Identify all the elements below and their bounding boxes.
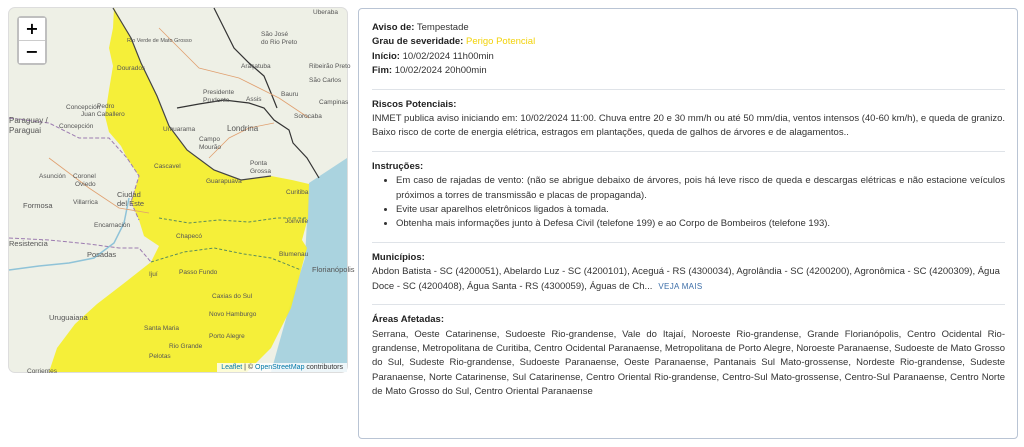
map-label: Prudente	[203, 97, 230, 104]
map-label: Encarnación	[94, 222, 131, 229]
start-label: Início:	[372, 50, 400, 62]
alert-type-label: Aviso de:	[372, 22, 415, 33]
map-label: Ribeirão Preto	[309, 63, 351, 70]
map-label: del Este	[117, 199, 145, 208]
map-label: Rio Verde de Mato Grosso	[127, 38, 192, 44]
attribution-separator: | ©	[242, 364, 256, 371]
start-row	[372, 50, 1005, 64]
map-label: Assis	[246, 96, 262, 103]
end-row	[372, 64, 1005, 78]
instruction-item: • Obtenha mais informações junto à Defesa Civil (telefone 199) e ao Corpo de Bombeiros (telefone 193).	[396, 217, 1005, 231]
map-label: Corrientes	[27, 368, 57, 375]
map-label: do Rio Preto	[261, 39, 298, 46]
risks-text: INMET publica aviso iniciando em: 10/02/2024 11:00. Chuva entre 20 e 30 mm/h ou até 50 mm/dia, ventos intensos (40-60 km/h), e queda de granizo. Baixo risco de corte de energia elétrica, estragos em plantações, queda de galhos de árvores e de alagamentos..	[372, 113, 1005, 139]
map-label: Paraguay /	[9, 116, 48, 125]
map-label: Uberaba	[313, 9, 338, 16]
map-tiles	[9, 8, 355, 375]
map-label: Porto Alegre	[209, 333, 245, 340]
severity-label: Grau de severidade:	[372, 36, 464, 48]
map-attribution	[217, 363, 347, 372]
municipalities-block	[372, 265, 1005, 294]
map-label: Santa Maria	[144, 325, 180, 332]
map-label: Chapecó	[176, 233, 203, 240]
alert-map[interactable]	[9, 8, 355, 375]
alert-type-value: Tempestade	[416, 22, 469, 33]
instruction-item: • Em caso de rajadas de vento: (não se abrigue debaixo de árvores, pois há leve risco de queda e descargas elétricas e não estacione veículos próximos a torres de transmissão e placas de propaganda).	[396, 174, 1005, 203]
map-label: Pelotas	[149, 353, 171, 360]
map-label: São José	[261, 31, 289, 38]
map-label: Londrina	[227, 124, 259, 133]
map-label: Mourão	[199, 144, 222, 151]
attribution-contributors: contributors	[304, 364, 343, 371]
instructions-title: Instruções:	[372, 160, 424, 172]
zoom-in-button[interactable]: +	[19, 18, 45, 41]
map-label: Joinville	[285, 218, 309, 225]
areas-title: Áreas Afetadas:	[372, 314, 444, 326]
map-label: Passo Fundo	[179, 269, 218, 276]
map-label: Araçatuba	[241, 63, 271, 70]
risks-title: Riscos Potenciais:	[372, 98, 457, 110]
divider	[372, 151, 1005, 152]
municipalities-text: Abdon Batista - SC (4200051), Abelardo Luz - SC (4200101), Aceguá - RS (4300034), Agrolândia - SC (4200200), Agronômica - SC (4200309), Água Doce - SC (4200408), Água Santa - RS (4300059), Águas de Ch...	[372, 266, 1000, 292]
see-more-link[interactable]: VEJA MAIS	[658, 281, 703, 291]
osm-link[interactable]: OpenStreetMap	[255, 364, 305, 371]
map-label: Caxias do Sul	[212, 293, 253, 300]
map-label: Campo	[199, 136, 220, 143]
zoom-out-button[interactable]: −	[19, 41, 45, 63]
zoom-control	[17, 16, 47, 65]
map-label: Uruguaiana	[49, 313, 88, 322]
map-label: Pedro	[97, 103, 115, 110]
map-label: Villarrica	[73, 199, 98, 206]
map-label: Posadas	[87, 250, 117, 259]
map-label: Dourados	[117, 65, 146, 72]
end-value: 10/02/2024 20h00min	[394, 65, 487, 77]
map-label: Florianópolis	[312, 265, 355, 274]
map-label: Blumenau	[279, 251, 309, 258]
map-label: Novo Hamburgo	[209, 311, 257, 318]
map-label: Concepción	[66, 104, 101, 111]
map-label: Campinas	[319, 99, 349, 106]
areas-text: Serrana, Oeste Catarinense, Sudoeste Rio-grandense, Vale do Itajaí, Noroeste Rio-grandense, Grande Florianópolis, Centro Ocidental Rio-grandense, Metropolitana de Curitiba, Centro Ocidental Paranaense, Metropolitana de Porto Alegre, Noroeste Paranaense, Sudoeste de Mato Grosso do Sul, Sudeste Rio-grandense, Sudoeste Paranaense, Oeste Paranaense, Pantanais Sul Mato-grossense, Nordeste Rio-grandense, Sudeste Paranaense, Norte Catarinense, Sul Catarinense, Centro Oriental Rio-grandense, Centro-Sul Mato-grossense, Centro-Sul Paranaense, Centro Norte de Mato Grosso do Sul, Centro Oriental Paranaense	[372, 328, 1005, 398]
map-label: Concepción	[59, 123, 94, 130]
start-value: 10/02/2024 11h00min	[402, 50, 494, 62]
instructions-list	[372, 174, 1005, 232]
map-label: Umuarama	[163, 126, 196, 133]
instruction-item: • Evite usar aparelhos eletrônicos ligados à tomada.	[396, 203, 1005, 217]
leaflet-link[interactable]: Leaflet	[221, 364, 243, 371]
map-label: Bauru	[281, 91, 299, 98]
alert-details-panel	[358, 8, 1018, 439]
map-label: Asunción	[39, 173, 66, 180]
map-label: Sorocaba	[294, 113, 322, 120]
map-label: Cascavel	[154, 163, 181, 170]
end-label: Fim:	[372, 65, 393, 77]
map-label: Paraguai	[9, 126, 42, 135]
map-label: Ponta	[250, 160, 267, 167]
map-label: Oviedo	[75, 181, 96, 188]
map-label: Presidente	[203, 89, 235, 96]
map-label: Juan Caballero	[81, 111, 125, 118]
map-label: São Carlos	[309, 77, 342, 84]
map-label: Rio Grande	[169, 343, 203, 350]
map-label: Ijuí	[149, 271, 158, 278]
divider	[372, 89, 1005, 90]
map-label: Resistencia	[9, 239, 48, 248]
municipalities-title: Municípios:	[372, 251, 425, 263]
divider	[372, 304, 1005, 305]
divider	[372, 242, 1005, 243]
map-label: Guarapuava	[206, 178, 242, 185]
map-label: Ciudad	[117, 190, 141, 199]
severity-value: Perigo Potencial	[466, 36, 536, 48]
map-label: Curitiba	[286, 189, 309, 196]
map-label: Grossa	[250, 168, 271, 175]
alert-type-row	[372, 21, 1005, 35]
map-label: Formosa	[23, 201, 53, 210]
severity-row	[372, 35, 1005, 49]
map-label: Coronel	[73, 173, 96, 180]
